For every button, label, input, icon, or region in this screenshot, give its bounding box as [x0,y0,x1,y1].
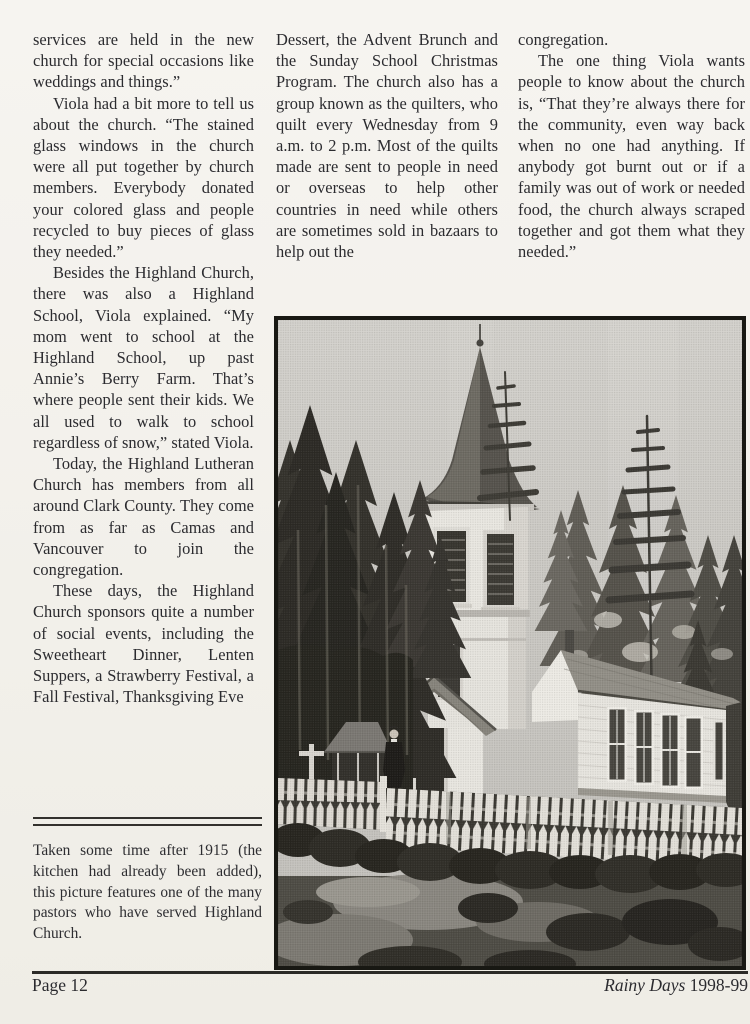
paragraph: Viola had a bit more to tell us about the church. “The stained glass windows in the church were all put together by church members. Everybody donated your colored glass and people recycled to buy pieces of glass they needed.” [33,93,254,262]
paragraph: These days, the Highland Church sponsors quite a number of social events, including the Sweetheart Dinner, Lenten Suppers, a Strawberry Festival, a Fall Festival, Thanksgiving Eve [33,581,254,707]
photo-caption: Taken some time after 1915 (the kitchen had already been added), this picture features one of the many pastors who have served Highland Church. [33,842,262,943]
church-photo [274,316,746,970]
paragraph: The one thing Viola wants people to know about the church is, “That they’re always there for the community, even way back when no one had anything. If anybody got burnt out or if a family was out of work or needed food, the church always scraped together and got them what they needed.” [518,51,745,262]
paragraph: services are held in the new church for special occasions like weddings and things.” [33,30,254,92]
column-right [518,29,745,262]
publication-years: 1998-99 [685,975,748,995]
paragraph: Dessert, the Advent Brunch and the Sunday School Christmas Program. The church also has a group known as the quilters, who quilt every Wednesday from 9 a.m. to 2 p.m. Most of the quilts made are sent to people in need or overseas to help other countries in need while others are sometimes sold in bazaars to help out the [276,30,498,262]
footer-rule [32,971,748,974]
column-left [33,29,254,815]
church-photo-image [278,320,742,966]
halftone-overlay [278,320,742,966]
paragraph: Today, the Highland Lutheran Church has members from all around Clark County. They come from as far as Camas and Vancouver to join the congregation. [33,454,254,580]
column-middle [276,29,498,262]
paragraph: congregation. [518,30,609,49]
paragraph: Besides the Highland Church, there was also a Highland School, Viola explained. “My mom went to school at the Highland School, up past Annie’s Berry Farm. That’s where people sent their kids. We all used to walk to school regardless of snow,” stated Viola. [33,263,254,452]
publication-credit [604,975,748,996]
publication-title: Rainy Days [604,975,686,995]
caption-block [33,817,262,945]
caption-divider [33,817,262,826]
page-number: Page 12 [32,975,88,995]
